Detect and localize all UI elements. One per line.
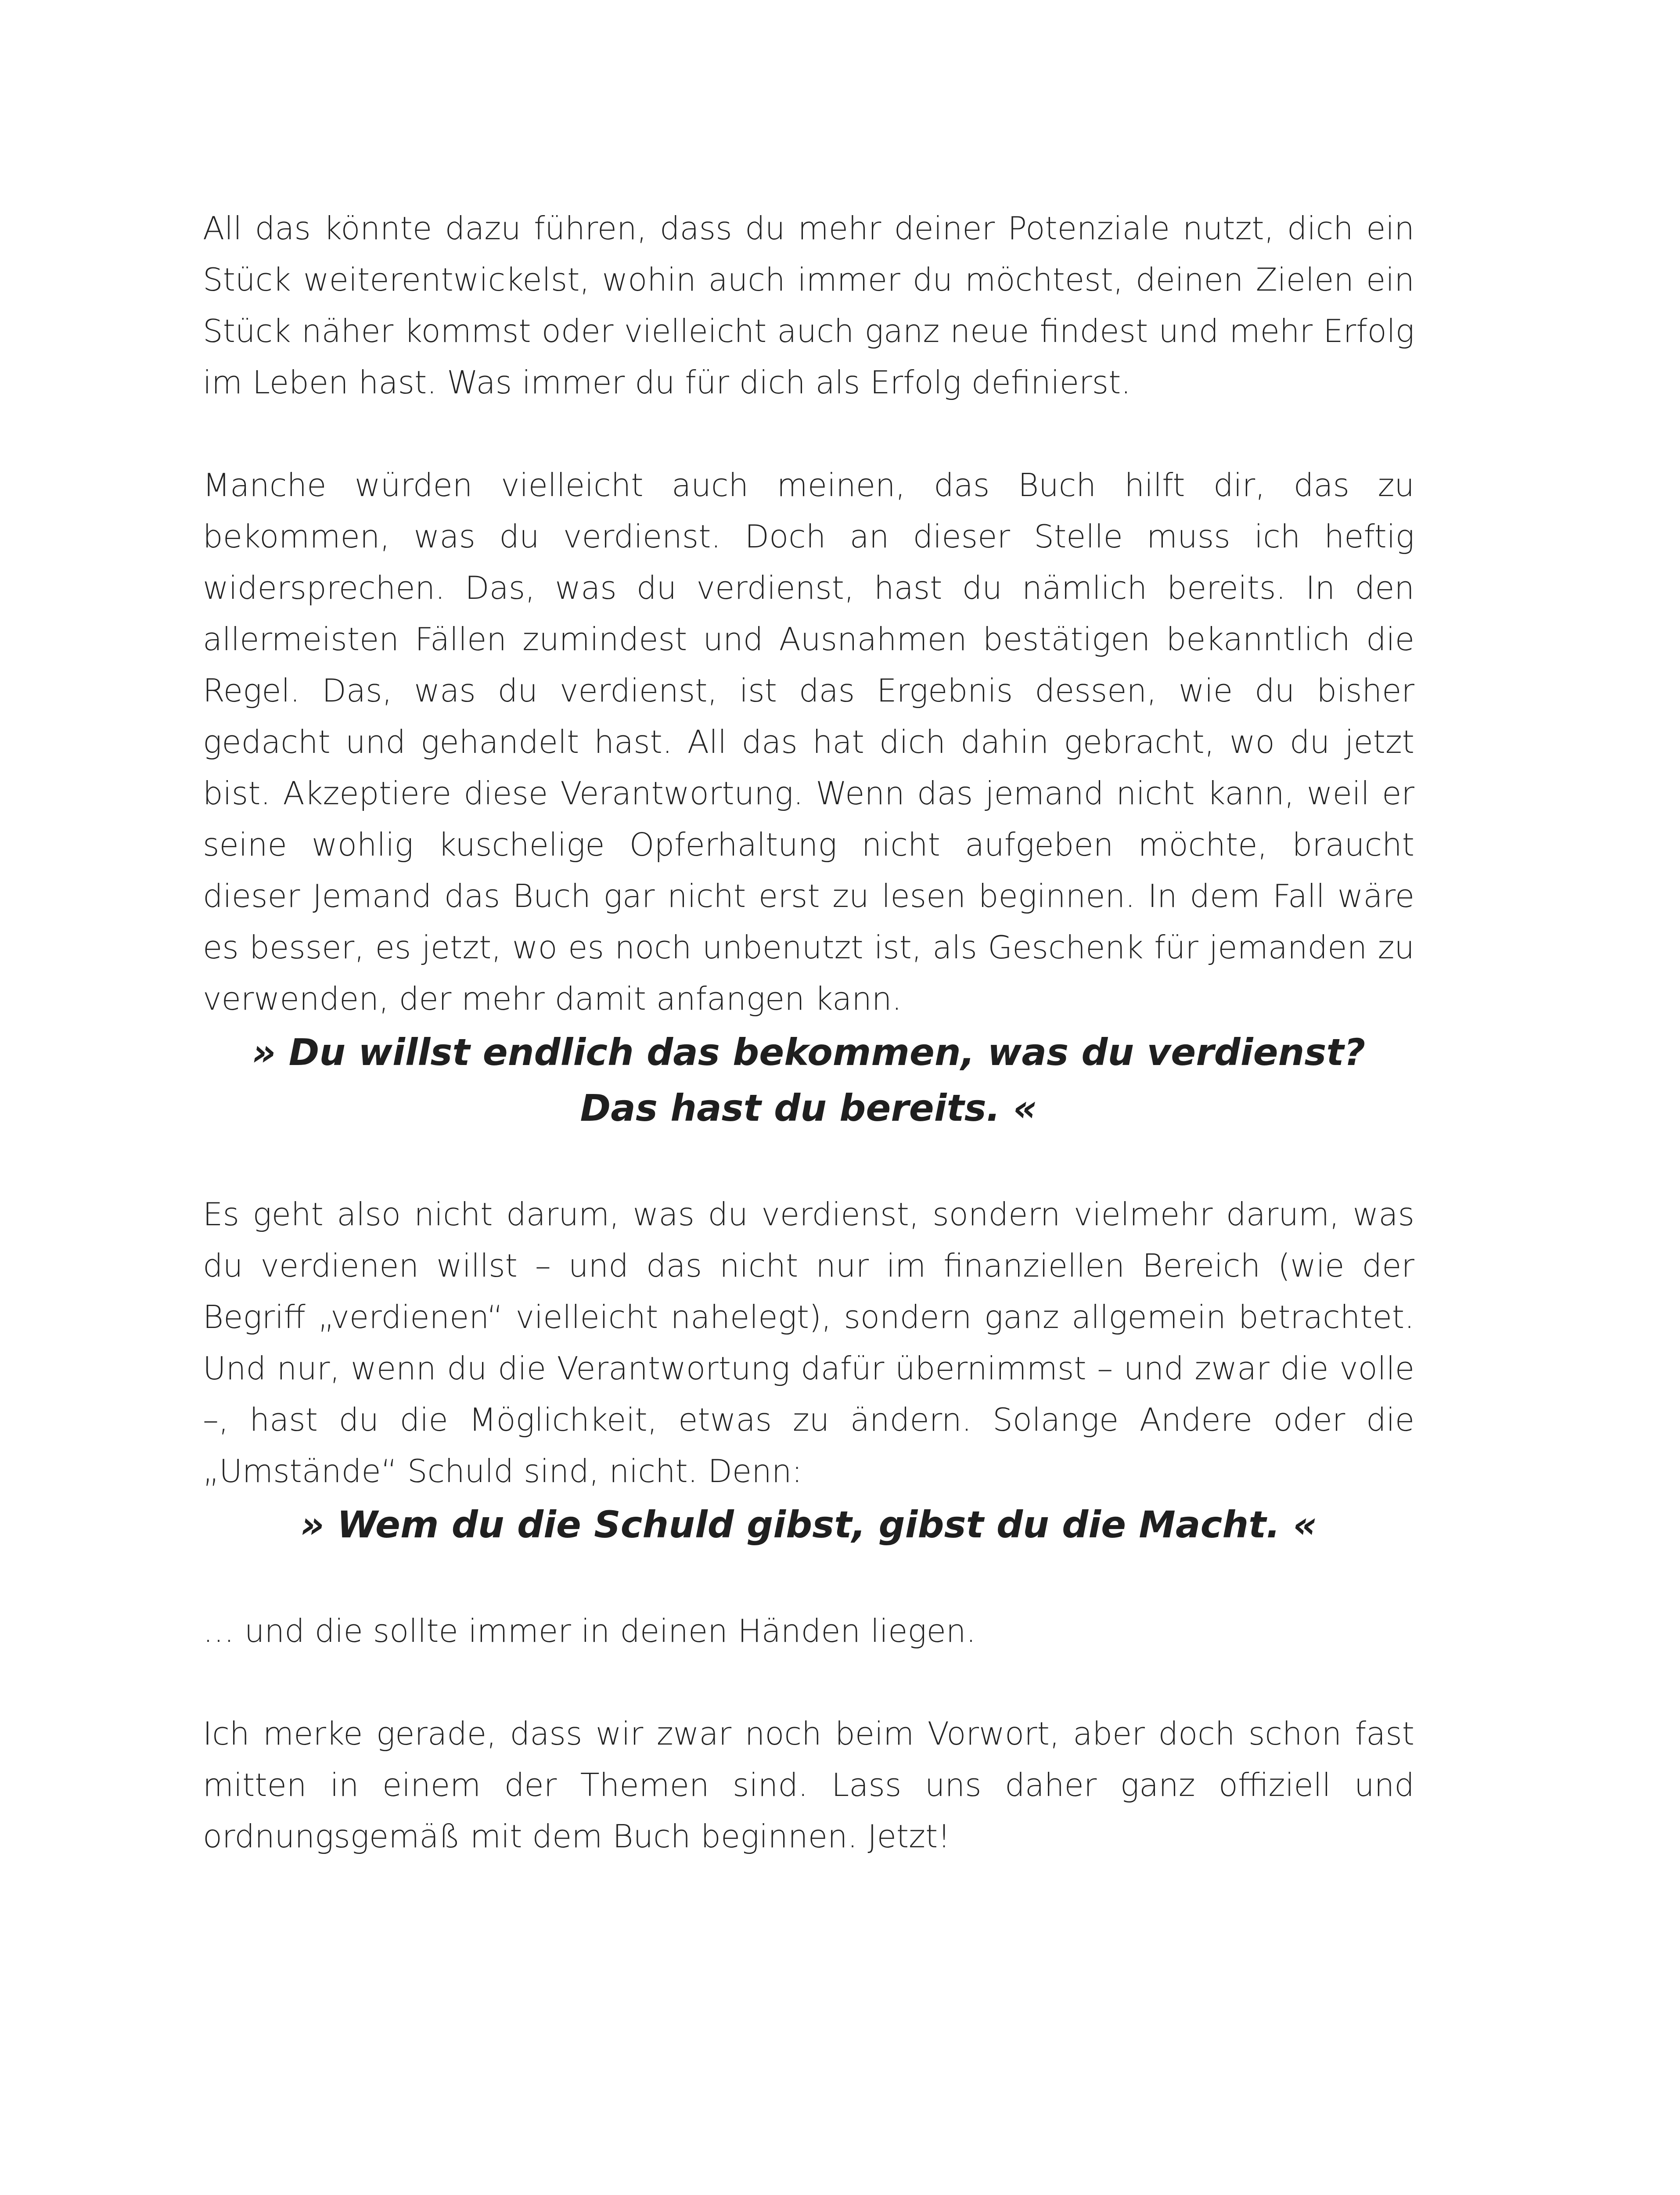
body-text xyxy=(203,203,1414,1862)
pull-quote-1 xyxy=(203,1025,1414,1136)
pull-quote-2 xyxy=(203,1497,1414,1553)
paragraph-4: … und die sollte immer in deinen Händen liegen. xyxy=(203,1612,976,1649)
paragraph-5: Ich merke gerade, dass wir zwar noch beim Vorwort, aber doch schon fast mitten in einem der Themen sind. Lass uns daher ganz offiziell und ordnungsgemäß mit dem Buch beginnen. Jetzt! xyxy=(203,1715,1414,1855)
pull-quote-1-line-2: Das hast du bereits. « xyxy=(580,1087,1037,1130)
pull-quote-1-line-1: » Du willst endlich das bekommen, was du verdienst? xyxy=(252,1031,1366,1074)
paragraph-2: Manche würden vielleicht auch meinen, das Buch hilft dir, das zu bekommen, was du verdienst. Doch an dieser Stelle muss ich heftig widersprechen. Das, was du verdienst, hast du nämlich bereits. In den allermeisten Fällen zumindest und Ausnahmen bestätigen bekanntlich die Regel. Das, was du verdienst, ist das Ergebnis dessen, wie du bisher gedacht und gehandelt hast. All das hat dich dahin gebracht, wo du jetzt bist. Akzeptiere diese Verantwortung. Wenn das jemand nicht kann, weil er seine wohlig kuschelige Opferhaltung nicht aufgeben möchte, braucht dieser Jemand das Buch gar nicht erst zu lesen beginnen. In dem Fall wäre es besser, es jetzt, wo es noch unbenutzt ist, als Geschenk für jemanden zu verwenden, der mehr damit anfangen kann. xyxy=(203,467,1414,1017)
pull-quote-2-line: » Wem du die Schuld gibst, gibst du die Macht. « xyxy=(300,1503,1317,1546)
paragraph-3: Es geht also nicht darum, was du verdienst, sondern vielmehr darum, was du verdienen willst – und das nicht nur im finanziellen Bereich (wie der Begriff „verdienen“ vielleicht nahelegt), sondern ganz allgemein betrachtet. Und nur, wenn du die Verantwortung dafür übernimmst – und zwar die volle –, hast du die Möglichkeit, etwas zu ändern. Solange Andere oder die „Umstände“ Schuld sind, nicht. Denn: xyxy=(203,1196,1414,1490)
paragraph-1: All das könnte dazu führen, dass du mehr deiner Potenziale nutzt, dich ein Stück weiterentwickelst, wohin auch immer du möchtest, deinen Zielen ein Stück näher kommst oder vielleicht auch ganz neue findest und mehr Erfolg im Leben hast. Was immer du für dich als Erfolg definierst. xyxy=(203,210,1414,401)
